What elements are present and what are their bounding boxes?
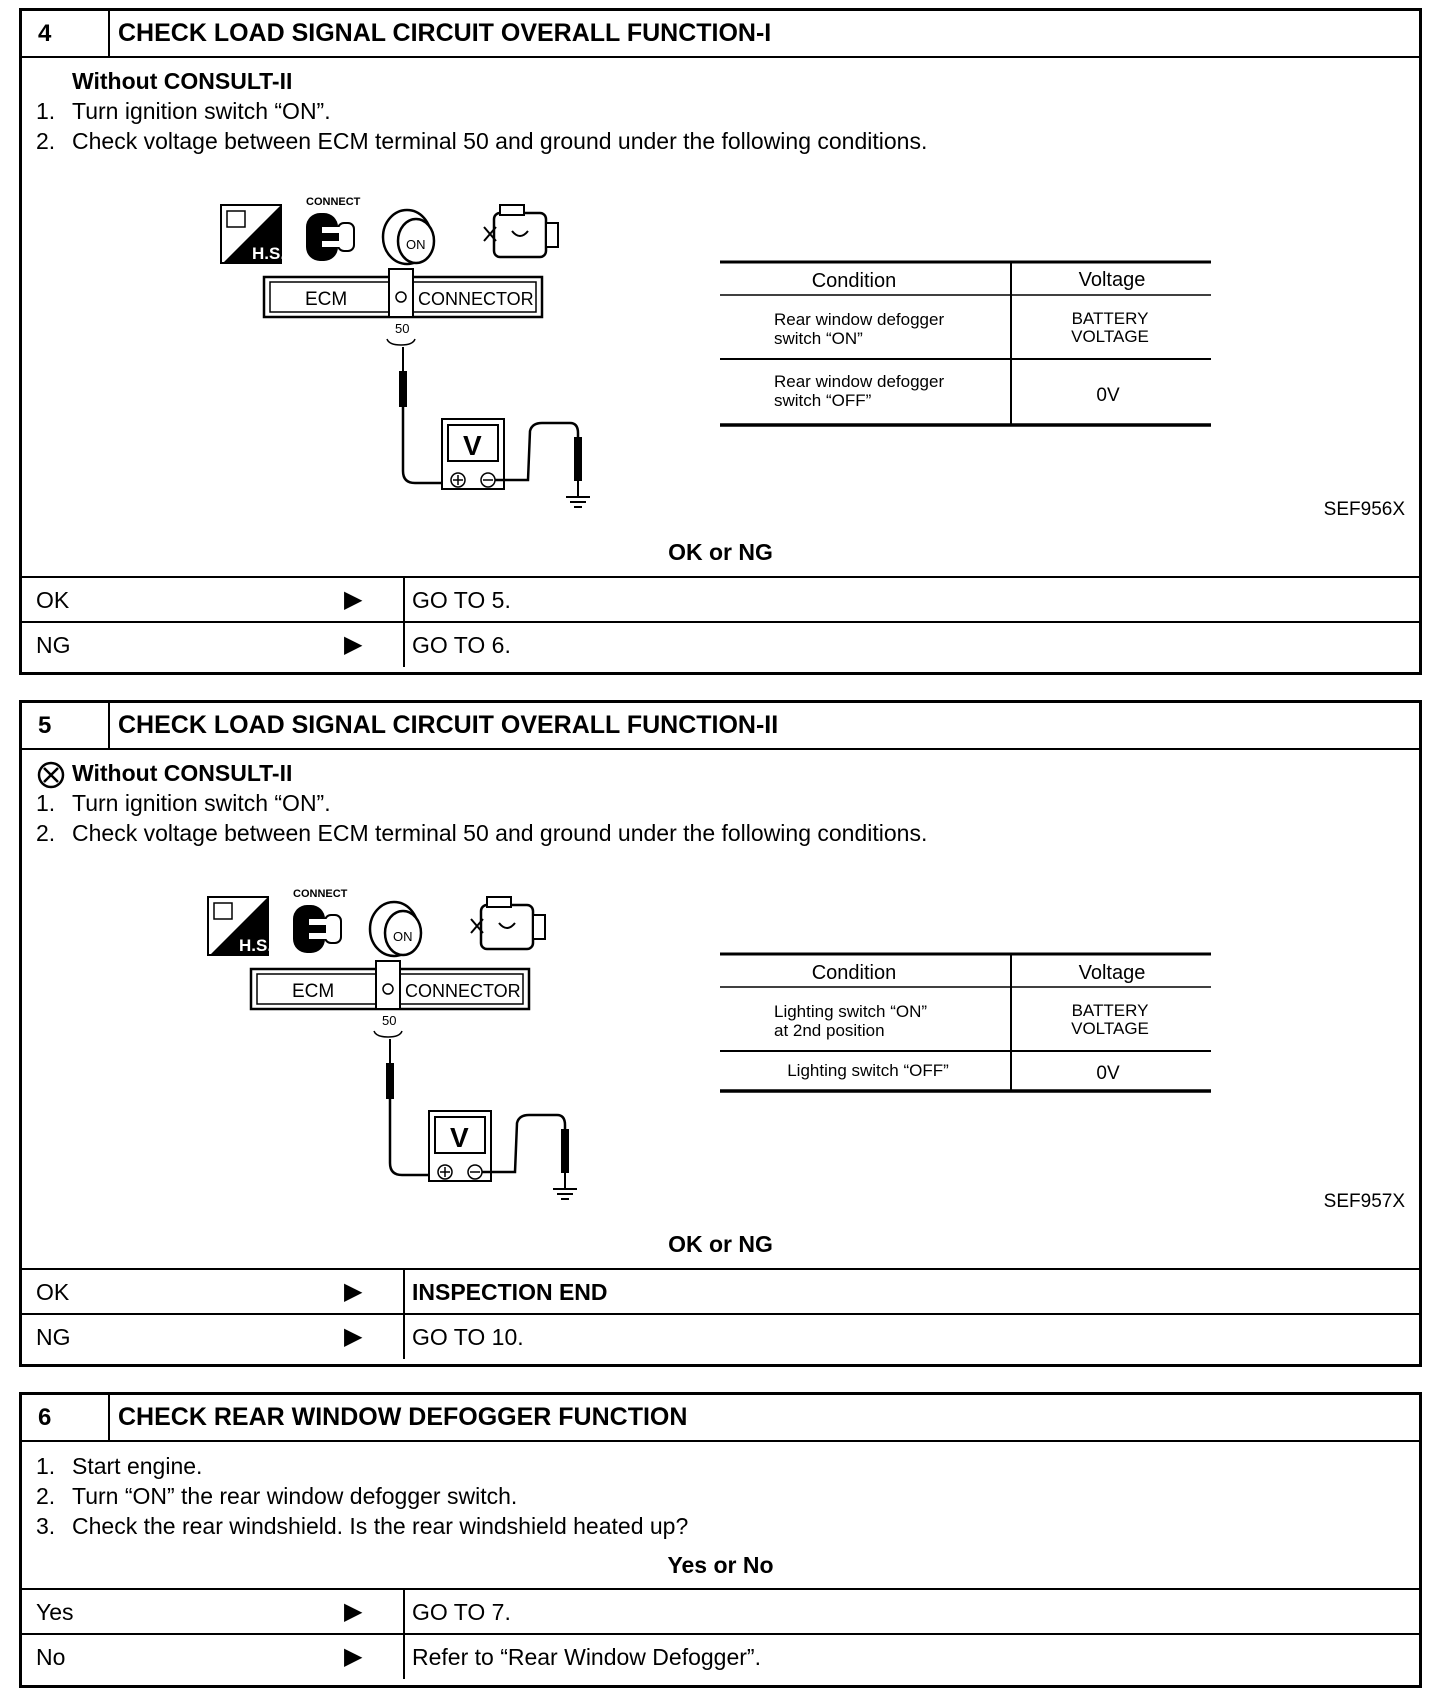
instruction-item: 1. Turn ignition switch “ON”. [36,98,331,124]
result-row [22,1588,1419,1634]
hs-label: H.S. [252,244,286,263]
result-action: GO TO 6. [412,632,511,658]
decision-question: OK or NG [668,539,773,565]
step-title: CHECK REAR WINDOW DEFOGGER FUNCTION [118,1403,688,1431]
connector-label: CONNECTOR [418,289,534,309]
terminal-label: 50 [382,1013,397,1028]
step-title: CHECK LOAD SIGNAL CIRCUIT OVERALL FUNCTION-I [118,19,772,47]
ecm-label: ECM [292,981,335,1002]
hs-label: H.S. [239,936,273,955]
step-header [22,1395,1419,1442]
hand-tool-icon [208,897,272,955]
ignition-on-icon [383,210,434,264]
connect-label: CONNECT [293,888,348,900]
table-cell: Lighting switch “ON” [774,1002,928,1021]
step-title: CHECK LOAD SIGNAL CIRCUIT OVERALL FUNCTION-II [118,711,779,739]
connector-connect-icon [293,888,348,953]
play-arrow-icon: ▶ [344,1323,363,1350]
result-action: INSPECTION END [412,1279,608,1305]
result-label: OK [36,1279,70,1305]
table-header: Voltage [1078,962,1146,984]
table-cell: Lighting switch “OFF” [787,1061,949,1080]
figure-reference: SEF956X [1323,499,1405,520]
on-label: ON [406,237,426,252]
result-action: GO TO 5. [412,587,511,613]
on-label: ON [393,929,413,944]
ecm-connector [251,961,529,1037]
method-subtitle: Without CONSULT-II [72,68,293,94]
table-cell: 0V [1096,385,1120,406]
step-number: 5 [22,703,110,748]
instruction-item: 1. Turn ignition switch “ON”. [36,790,331,816]
result-label: No [36,1644,66,1670]
result-label: NG [36,1324,71,1350]
step-header [22,703,1419,750]
method-subtitle: Without CONSULT-II [72,760,293,786]
result-action: GO TO 10. [412,1324,524,1350]
table-cell: at 2nd position [774,1021,885,1040]
connect-label: CONNECT [306,196,361,208]
engine-icon [471,897,545,949]
result-action: Refer to “Rear Window Defogger”. [412,1644,761,1670]
figure-reference: SEF957X [1323,1191,1405,1212]
condition-table [720,954,1211,1091]
terminal-label: 50 [395,321,410,336]
instruction-item: 3. Check the rear windshield. Is the rear windshield heated up? [36,1513,689,1539]
result-row [22,576,1419,622]
table-cell: switch “OFF” [774,391,872,410]
step-4 [19,8,1422,675]
decision-question: OK or NG [668,1231,773,1257]
ecm-connector [264,269,542,345]
ecm-label: ECM [305,289,348,310]
engine-icon [484,205,558,257]
test-diagram [22,171,1419,511]
table-header: Voltage [1078,269,1146,291]
instruction-item: 2. Turn “ON” the rear window defogger switch. [36,1483,518,1509]
result-action: GO TO 7. [412,1599,511,1625]
voltmeter [399,347,590,507]
result-row [22,1268,1419,1314]
table-header: Condition [811,270,897,292]
table-cell: VOLTAGE [1071,1019,1149,1038]
result-row [22,621,1419,667]
step-6 [19,1392,1422,1688]
play-arrow-icon: ▶ [344,1598,363,1625]
table-cell: BATTERY [1071,309,1149,328]
result-row [22,1313,1419,1359]
no-consult-icon [36,760,66,790]
result-label: OK [36,587,70,613]
table-header: Condition [811,962,897,984]
table-cell: Rear window defogger [774,372,945,391]
step-header [22,11,1419,58]
table-cell: VOLTAGE [1071,327,1149,346]
play-arrow-icon: ▶ [344,631,363,658]
meter-label: V [450,1122,469,1153]
play-arrow-icon: ▶ [344,1278,363,1305]
step-5 [19,700,1422,1367]
instruction-item: 2. Check voltage between ECM terminal 50 and ground under the following conditions. [36,128,928,154]
result-row [22,1633,1419,1679]
instruction-item: 1. Start engine. [36,1453,203,1479]
step-number: 4 [22,11,110,56]
table-cell: Rear window defogger [774,310,945,329]
play-arrow-icon: ▶ [344,1643,363,1670]
test-diagram [22,863,1419,1203]
instruction-item: 2. Check voltage between ECM terminal 50 and ground under the following conditions. [36,820,928,846]
result-label: NG [36,632,71,658]
connector-connect-icon [306,196,361,261]
meter-label: V [463,430,482,461]
condition-table [720,262,1211,425]
voltmeter [386,1039,577,1199]
result-label: Yes [36,1599,74,1625]
connector-label: CONNECTOR [405,981,521,1001]
table-cell: 0V [1096,1063,1120,1084]
play-arrow-icon: ▶ [344,586,363,613]
hand-tool-icon [221,205,285,263]
decision-question: Yes or No [667,1552,774,1578]
step-number: 6 [22,1395,110,1440]
table-cell: switch “ON” [774,329,863,348]
ignition-on-icon [370,902,421,956]
table-cell: BATTERY [1071,1001,1149,1020]
